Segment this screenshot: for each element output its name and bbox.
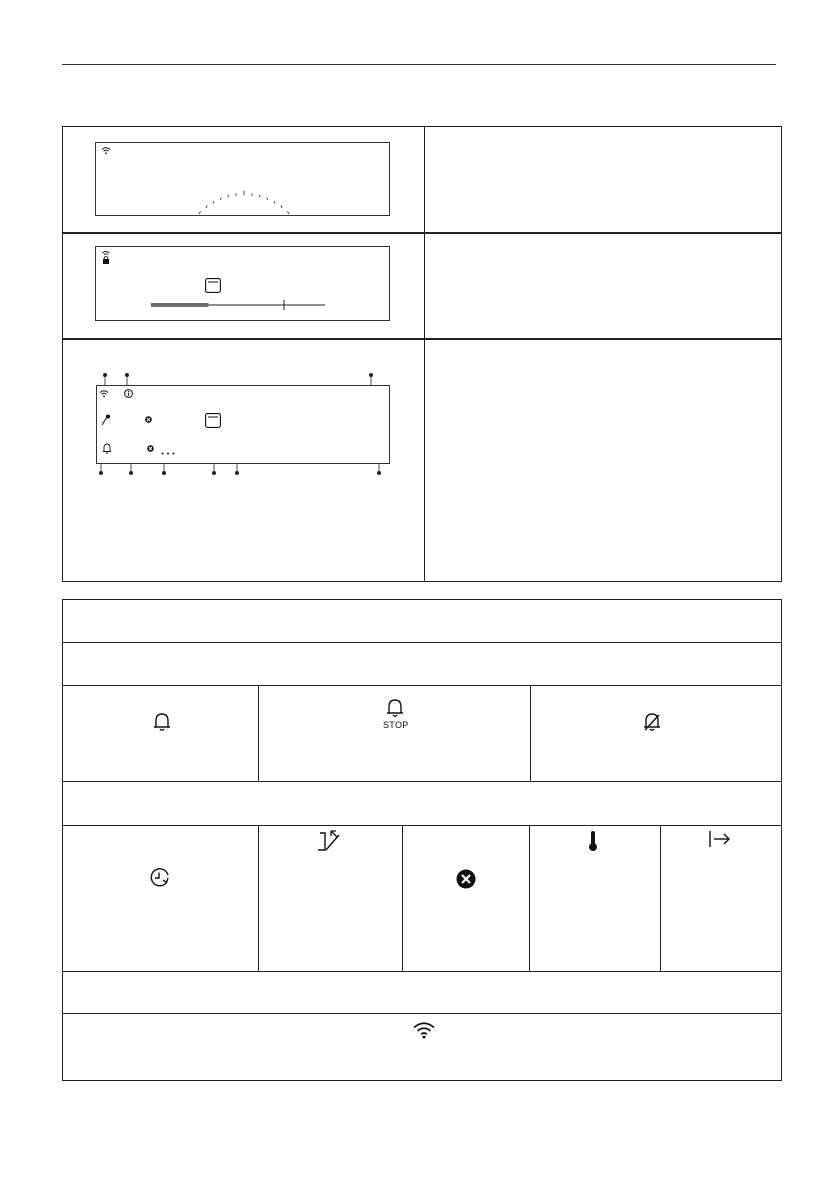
info-icon [124,389,133,398]
column-divider [424,127,425,581]
indicator-table [62,599,782,1014]
progress-fill [151,303,208,307]
bell-icon [152,712,172,732]
wifi-icon [413,1021,435,1039]
meat-probe-icon [101,414,111,426]
annotated-display-panel [63,340,424,581]
timer-icon [149,867,171,889]
bell-cell [63,686,259,781]
door-cell [259,826,403,971]
display-illustrations-table [62,126,782,582]
bell-icon [102,443,112,454]
row-divider [63,232,781,234]
function-icons-row [63,826,781,972]
bell-stop-cell [259,686,531,781]
bell-stop-icon [385,698,405,718]
table-row [63,782,781,826]
thermometer-icon [588,830,598,852]
dial-scale [196,191,292,217]
arrow-to-end-icon [709,830,731,848]
wifi-table [62,1013,782,1081]
thermometer-cell [530,826,661,971]
table-row [63,600,781,643]
cancel-icon [456,869,476,889]
bell-mute-cell [531,686,783,781]
alarm-icons-row [63,686,781,782]
oven-icon [205,278,221,293]
door-open-icon [317,830,343,852]
stop-label: STOP [383,720,409,730]
dots-icon [161,452,175,455]
progress-bar [151,299,325,311]
cancel-icon [147,445,154,452]
bell-mute-icon [642,712,662,732]
header-rule [62,64,776,65]
display-progress [95,246,390,321]
oven-icon [205,413,221,428]
end-cell [661,826,783,971]
table-row [63,643,781,686]
timer-cell [63,826,259,971]
wifi-lock-icon [101,250,111,266]
display-annotated [96,385,390,464]
cancel-icon [145,416,152,423]
wifi-icon [101,146,111,155]
wifi-icon [99,389,109,398]
display-dial [95,142,390,216]
cancel-cell [403,826,530,971]
